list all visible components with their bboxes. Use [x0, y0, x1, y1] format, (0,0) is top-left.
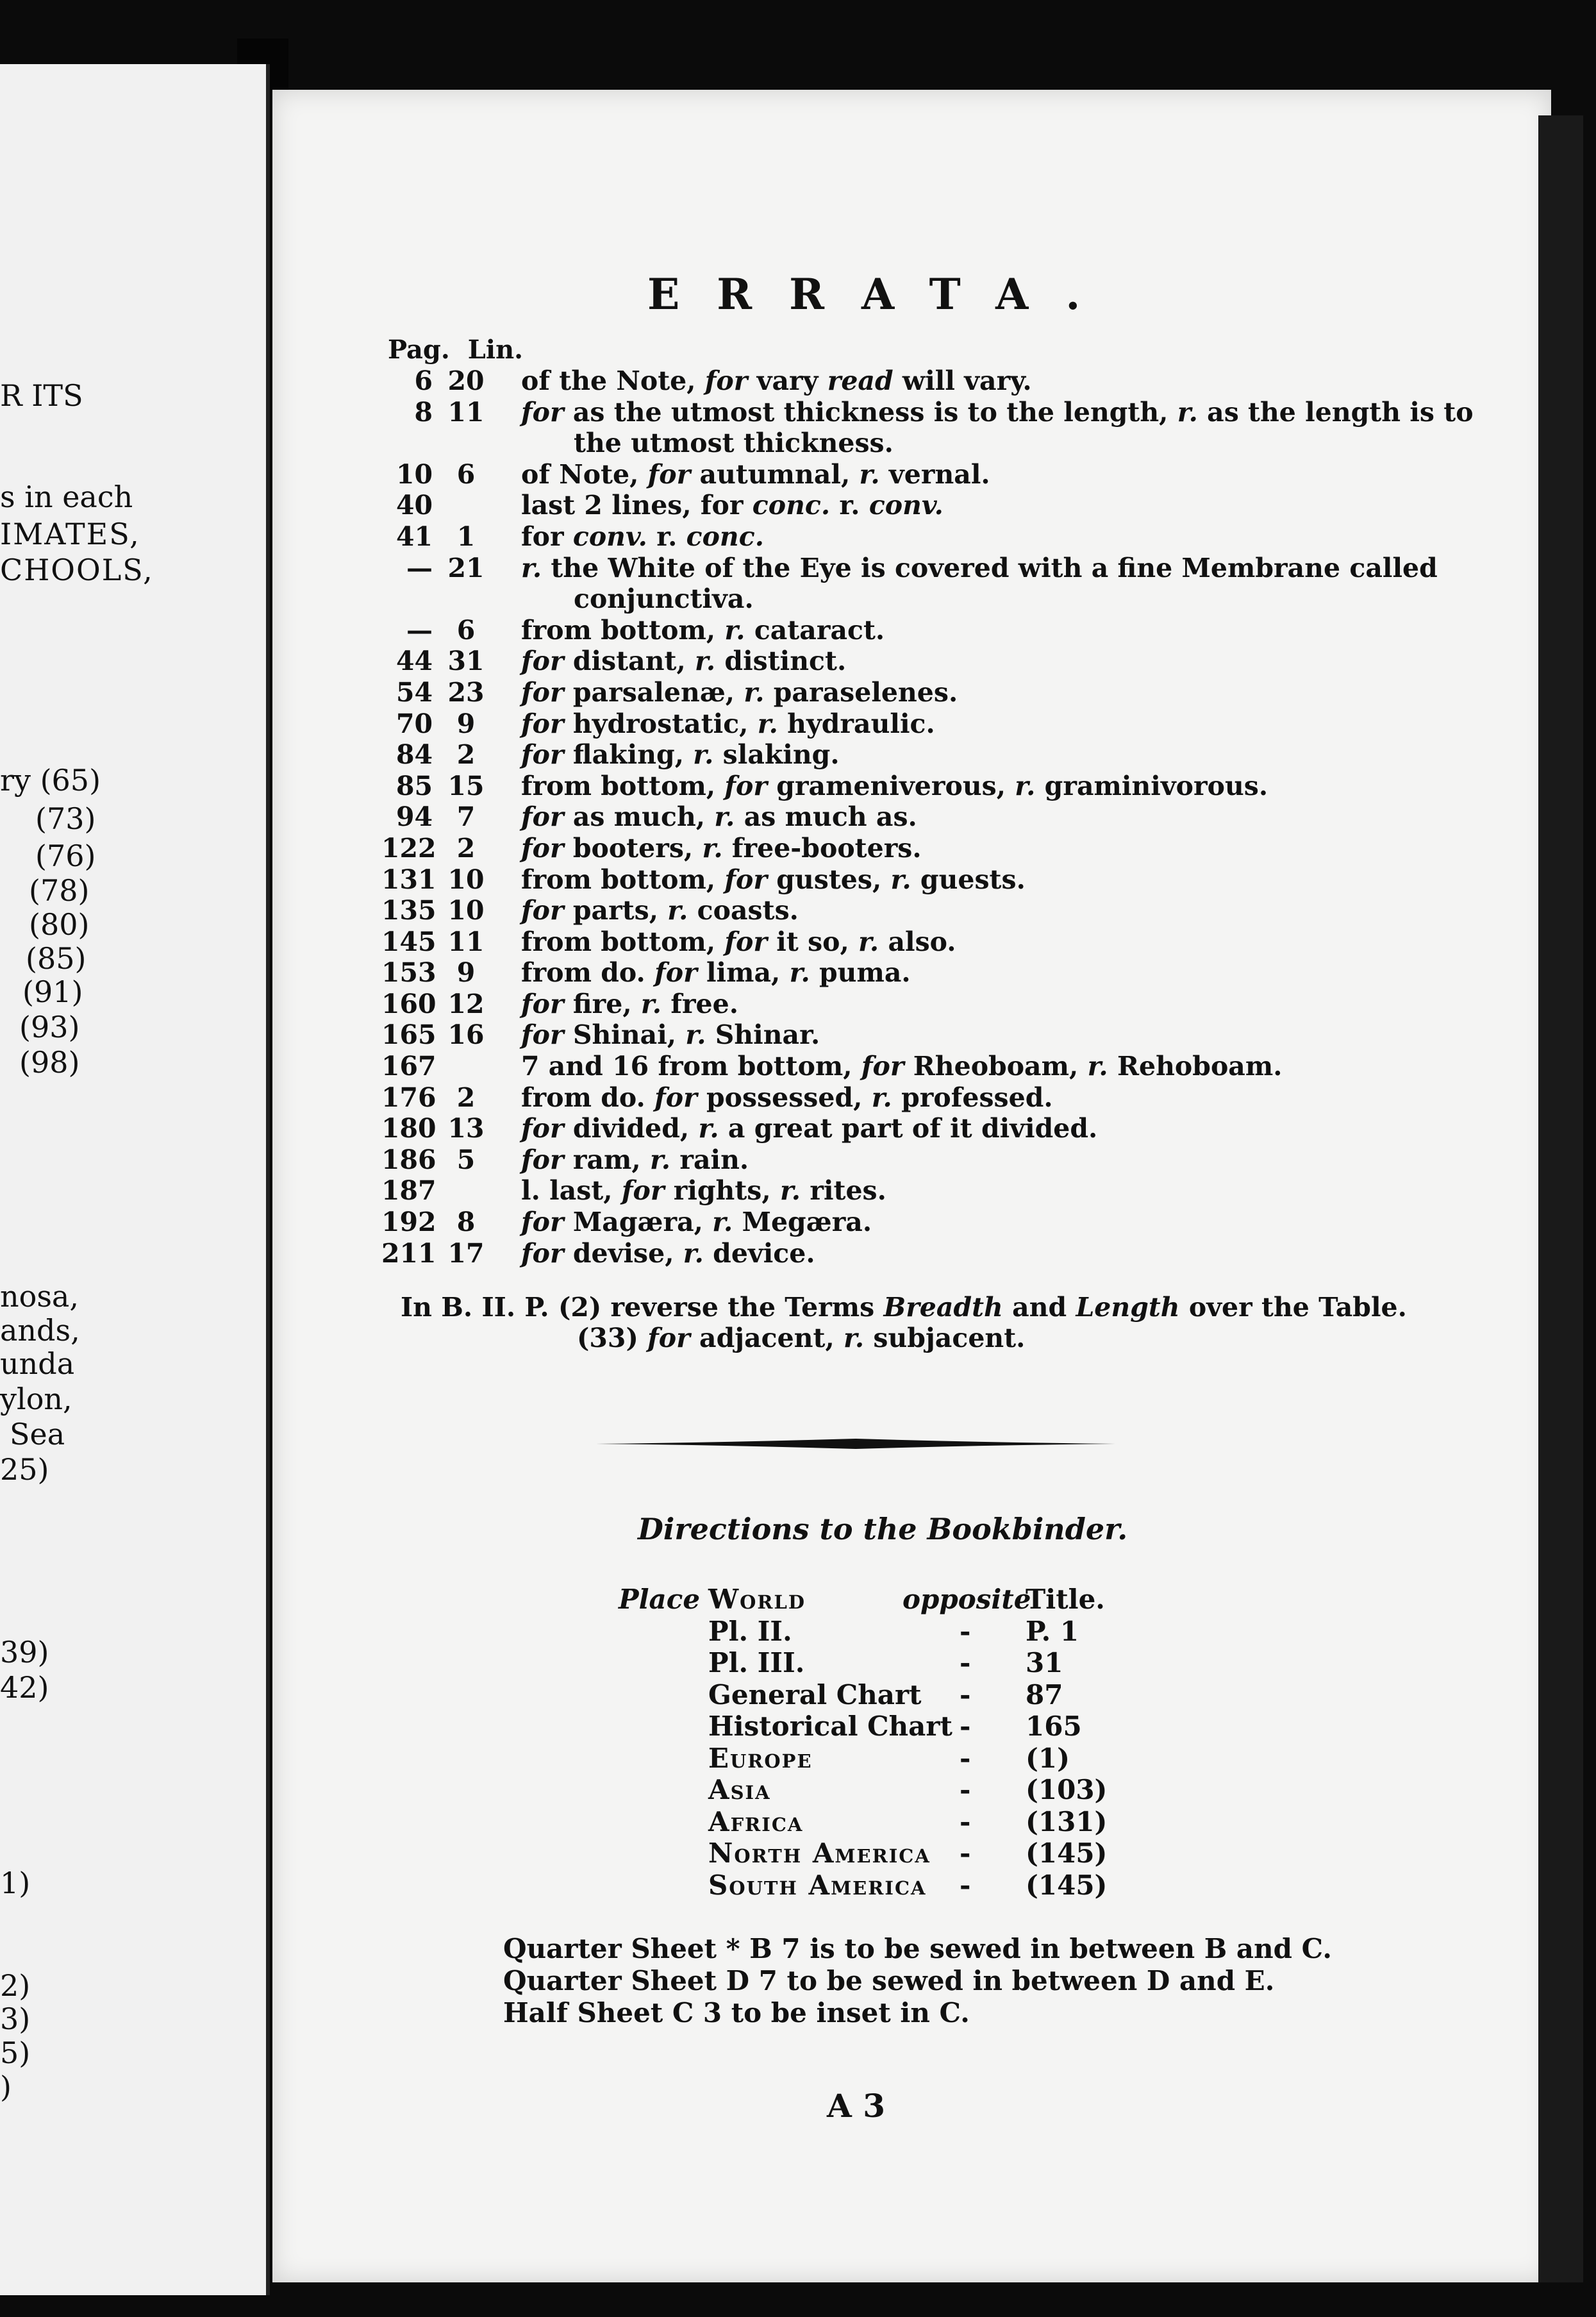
- pag-header: Pag.: [388, 335, 450, 365]
- errata-page: 8: [414, 396, 433, 428]
- directions-dash: -: [960, 1711, 971, 1742]
- errata-correction: for hydrostatic, r. hydraulic.: [521, 708, 935, 739]
- errata-line: 31: [447, 646, 485, 677]
- errata-row: [381, 490, 1368, 521]
- left-page-fragment: IMATES,: [0, 517, 140, 551]
- errata-page: 180: [381, 1113, 436, 1144]
- errata-line: 6: [456, 614, 476, 646]
- left-page-fragment: 1): [0, 1866, 31, 1900]
- errata-correction: for as the utmost thickness is to the length, r. as the length is to: [521, 396, 1474, 428]
- directions-location: (1): [1026, 1742, 1070, 1774]
- directions-title: Directions to the Bookbinder.: [638, 1512, 1128, 1546]
- lin-header: Lin.: [467, 335, 524, 365]
- errata-continuation: conjunctiva.: [574, 583, 754, 615]
- errata-line: 11: [447, 396, 485, 428]
- left-page-fragment: (80): [29, 907, 90, 942]
- errata-page: 153: [381, 957, 436, 989]
- errata-page: 84: [395, 739, 433, 771]
- errata-page: —: [406, 614, 433, 646]
- errata-correction: for Shinai, r. Shinar.: [521, 1019, 820, 1051]
- errata-correction: for ram, r. rain.: [521, 1144, 749, 1175]
- left-page-fragment: nosa,: [0, 1279, 79, 1314]
- errata-row: [381, 1238, 1368, 1269]
- errata-correction: from do. for lima, r. puma.: [521, 957, 911, 989]
- directions-dash: -: [960, 1774, 971, 1805]
- directions-dash: -: [960, 1647, 971, 1678]
- errata-row: [381, 739, 1368, 771]
- errata-line: 21: [447, 552, 485, 583]
- directions-item: Pl. II.: [708, 1615, 792, 1647]
- errata-row: [381, 1144, 1368, 1176]
- errata-page: 160: [381, 988, 436, 1019]
- directions-item: Historical Chart: [708, 1711, 952, 1742]
- sheet-instruction: Quarter Sheet D 7 to be sewed in between D and E.: [503, 1965, 1275, 1996]
- errata-page: 122: [381, 832, 436, 864]
- errata-row: [381, 1113, 1368, 1144]
- errata-row: [381, 615, 1368, 646]
- errata-line: 13: [447, 1113, 485, 1144]
- sheet-instruction: Quarter Sheet * B 7 is to be sewed in between B and C.: [503, 1933, 1332, 1964]
- left-page-fragment: 2): [0, 1968, 31, 2003]
- errata-line: 16: [447, 1019, 485, 1051]
- errata-correction: for divided, r. a great part of it divided.: [521, 1113, 1098, 1144]
- errata-page: 94: [395, 801, 433, 833]
- errata-correction: for distant, r. distinct.: [521, 646, 847, 677]
- left-page-fragment: (78): [29, 873, 90, 908]
- errata-row: [381, 864, 1368, 896]
- directions-item: Europe: [708, 1742, 813, 1774]
- errata-line: 12: [447, 988, 485, 1019]
- ornamental-rule: [596, 1437, 1115, 1450]
- directions-location: (145): [1026, 1837, 1108, 1869]
- errata-row: [381, 365, 1368, 397]
- errata-correction: from bottom, for grameniverous, r. graminivorous.: [521, 770, 1268, 801]
- errata-correction: of Note, for autumnal, r. vernal.: [521, 458, 990, 490]
- left-page-fragment: (98): [19, 1045, 80, 1080]
- errata-page: 131: [381, 864, 436, 895]
- page-edge: [1538, 115, 1583, 2282]
- errata-row: [381, 677, 1368, 708]
- errata-line: 9: [456, 957, 476, 989]
- errata-line: 1: [456, 521, 476, 552]
- directions-dash: -: [960, 1678, 971, 1711]
- left-page-fragment: R ITS: [0, 378, 83, 413]
- left-page-fragment: unda: [0, 1346, 75, 1381]
- directions-item: Pl. III.: [708, 1647, 805, 1678]
- errata-line: 9: [456, 708, 476, 739]
- left-page-fragment: 5): [0, 2036, 31, 2070]
- errata-correction: from bottom, r. cataract.: [521, 614, 885, 646]
- errata-column-headers: [388, 335, 523, 365]
- errata-page: 135: [381, 895, 436, 926]
- errata-row: [381, 771, 1368, 802]
- errata-line: 10: [447, 895, 485, 926]
- errata-correction: from do. for possessed, r. professed.: [521, 1082, 1053, 1113]
- directions-location: (131): [1026, 1805, 1108, 1837]
- errata-correction: last 2 lines, for conc. r. conv.: [521, 490, 943, 521]
- errata-row: [381, 708, 1368, 740]
- errata-line: 10: [447, 864, 485, 895]
- errata-page: 211: [381, 1237, 436, 1269]
- left-page-fragment: ands,: [0, 1313, 80, 1348]
- note-line-2: (33) for adjacent, r. subjacent.: [577, 1323, 1026, 1353]
- left-page-fragment: (85): [26, 941, 87, 976]
- left-page-fragment: (76): [35, 839, 96, 873]
- directions-location: 31: [1026, 1647, 1063, 1678]
- left-page-fragment: (73): [35, 801, 96, 836]
- errata-row: [381, 989, 1368, 1020]
- errata-page: 186: [381, 1144, 436, 1175]
- errata-page: 187: [381, 1175, 436, 1207]
- errata-list: [381, 365, 1474, 1269]
- signature-mark: A 3: [827, 2087, 885, 2125]
- left-page-fragment: 25): [0, 1452, 49, 1487]
- errata-line: 2: [456, 1082, 476, 1113]
- directions-item: South America: [708, 1869, 927, 1901]
- errata-line: 11: [447, 926, 485, 957]
- errata-line: 2: [456, 832, 476, 864]
- errata-correction: for conv. r. conc.: [521, 521, 764, 552]
- directions-location: P. 1: [1026, 1615, 1079, 1647]
- errata-page: 145: [381, 926, 436, 957]
- left-page-fragment: ry (65): [0, 763, 101, 798]
- left-page-fragment: 42): [0, 1670, 49, 1705]
- errata-correction: from bottom, for gustes, r. guests.: [521, 864, 1026, 895]
- directions-location: (145): [1026, 1869, 1108, 1901]
- errata-page: 41: [395, 521, 433, 552]
- errata-page: 176: [381, 1082, 436, 1113]
- opposite-label: opposite: [902, 1584, 1031, 1615]
- errata-correction: from bottom, for it so, r. also.: [521, 926, 956, 957]
- errata-row: [381, 833, 1368, 864]
- directions-item: Asia: [708, 1774, 771, 1805]
- note-line-1: In B. II. P. (2) reverse the Terms Breadth and Length over the Table.: [401, 1292, 1407, 1323]
- errata-line: 6: [456, 458, 476, 490]
- directions-item: North America: [708, 1837, 931, 1869]
- errata-correction: for as much, r. as much as.: [521, 801, 917, 833]
- directions-dash: -: [960, 1837, 971, 1869]
- left-page-fragment: (93): [19, 1010, 80, 1044]
- errata-correction: for flaking, r. slaking.: [521, 739, 840, 771]
- errata-correction: for fire, r. free.: [521, 988, 739, 1019]
- errata-row: [381, 646, 1368, 677]
- errata-page: 10: [395, 458, 433, 490]
- directions-location: (103): [1026, 1774, 1108, 1805]
- directions-location: 165: [1026, 1711, 1082, 1742]
- errata-page: 192: [381, 1207, 436, 1238]
- left-page-fragment: 39): [0, 1635, 49, 1669]
- left-page-fragment: s in each: [0, 480, 133, 514]
- left-page-fragment: ): [0, 2070, 12, 2104]
- left-page-fragment: 3): [0, 2002, 31, 2036]
- errata-correction: for parsalenæ, r. paraselenes.: [521, 676, 958, 708]
- errata-row: [381, 801, 1368, 833]
- errata-correction: for devise, r. device.: [521, 1237, 815, 1269]
- errata-page: 167: [381, 1051, 436, 1082]
- errata-row: [381, 895, 1368, 926]
- errata-row: [381, 1019, 1368, 1051]
- directions-item: World: [708, 1584, 806, 1615]
- errata-line: 5: [456, 1144, 476, 1175]
- errata-row: [381, 957, 1368, 989]
- place-label: Place: [619, 1584, 701, 1615]
- errata-line: 2: [456, 739, 476, 771]
- errata-line: 8: [456, 1207, 476, 1238]
- left-page-fragment: ylon,: [0, 1382, 72, 1416]
- errata-page: 40: [395, 490, 433, 521]
- errata-correction: l. last, for rights, r. rites.: [521, 1175, 886, 1207]
- errata-line: 15: [447, 770, 485, 801]
- errata-row: [381, 1051, 1368, 1082]
- errata-correction: r. the White of the Eye is covered with a fine Membrane called: [521, 552, 1438, 583]
- errata-line: 7: [456, 801, 476, 833]
- errata-row: [381, 1207, 1368, 1238]
- errata-page: 85: [395, 770, 433, 801]
- errata-row: [381, 459, 1368, 490]
- directions-item: Africa: [708, 1805, 804, 1837]
- directions-item: General Chart: [708, 1678, 922, 1711]
- errata-page: 165: [381, 1019, 436, 1051]
- errata-page: 70: [395, 708, 433, 739]
- errata-line: 23: [447, 676, 485, 708]
- directions-location: 87: [1026, 1678, 1063, 1711]
- errata-correction: of the Note, for vary read will vary.: [521, 365, 1032, 396]
- left-page-fragment: CHOOLS,: [0, 553, 154, 587]
- errata-line: 17: [447, 1237, 485, 1269]
- errata-correction: for parts, r. coasts.: [521, 895, 799, 926]
- errata-page: 44: [395, 646, 433, 677]
- errata-continuation: the utmost thickness.: [574, 428, 894, 459]
- directions-dash: -: [960, 1742, 971, 1774]
- directions-dash: -: [960, 1869, 971, 1901]
- errata-correction: 7 and 16 from bottom, for Rheoboam, r. Rehoboam.: [521, 1051, 1283, 1082]
- directions-dash: -: [960, 1805, 971, 1837]
- errata-row: [381, 396, 1474, 459]
- sheet-instruction: Half Sheet C 3 to be inset in C.: [503, 1997, 970, 2028]
- directions-dash: -: [960, 1615, 971, 1647]
- title-column-label: Title.: [1026, 1584, 1105, 1615]
- errata-line: 20: [447, 365, 485, 396]
- left-page: [0, 64, 270, 2295]
- errata-page: —: [406, 552, 433, 583]
- errata-row: [381, 1175, 1368, 1207]
- errata-correction: for Magæra, r. Megæra.: [521, 1207, 872, 1238]
- errata-row: [381, 926, 1368, 958]
- errata-row: [381, 1082, 1368, 1114]
- left-page-fragment: Sea: [10, 1417, 65, 1451]
- page-title: ERRATA.: [647, 269, 1118, 319]
- errata-row: [381, 552, 1438, 615]
- errata-page: 54: [395, 676, 433, 708]
- left-page-fragment: (91): [22, 974, 83, 1009]
- errata-correction: for booters, r. free-booters.: [521, 832, 922, 864]
- errata-row: [381, 521, 1368, 553]
- errata-page: 6: [414, 365, 433, 396]
